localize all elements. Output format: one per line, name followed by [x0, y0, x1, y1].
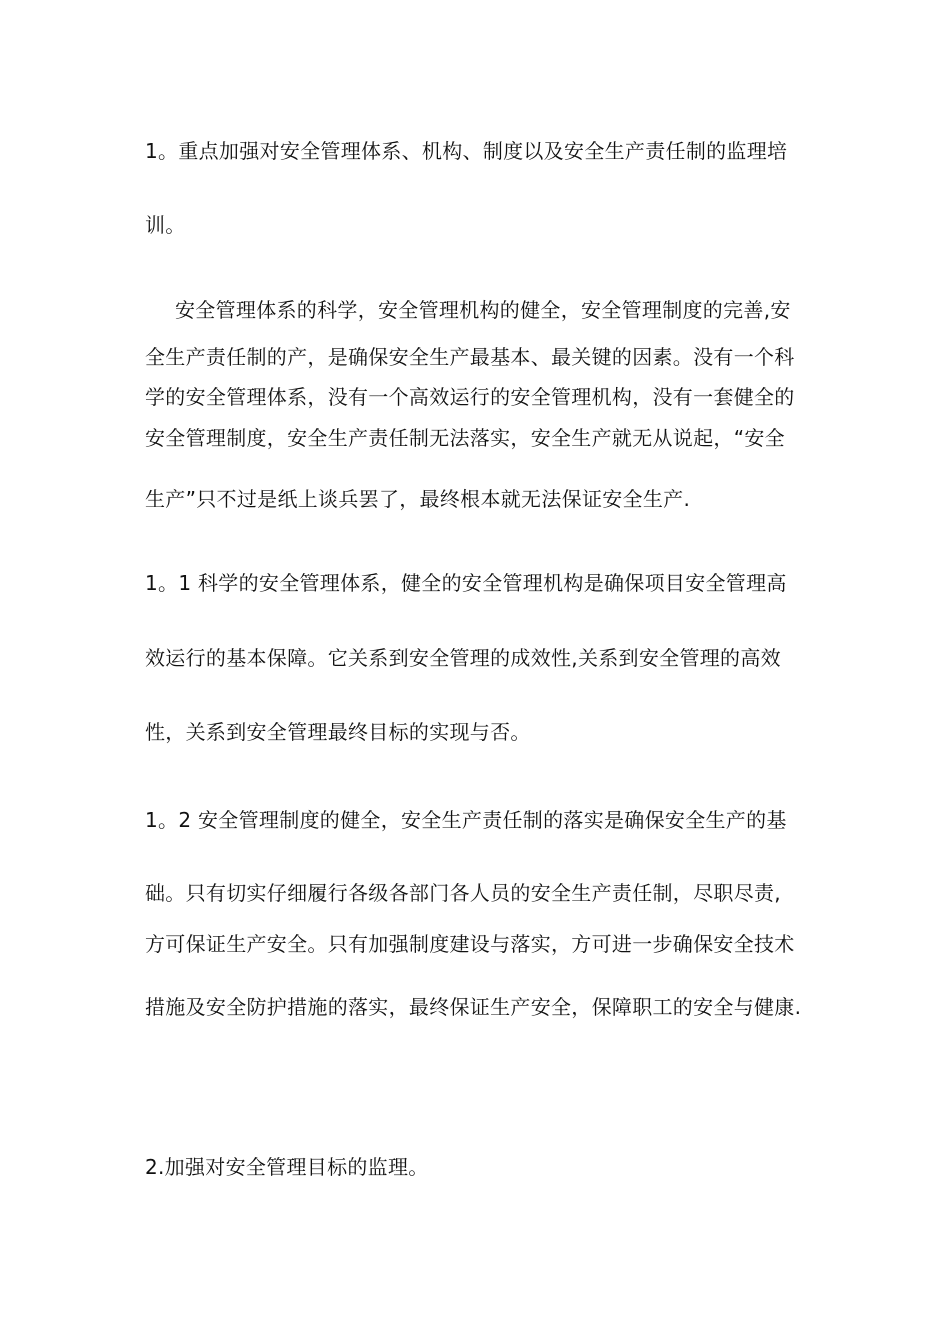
section-1-heading-line-2: 训。	[145, 213, 186, 237]
paragraph-1-line-1: 安全管理体系的科学，安全管理机构的健全，安全管理制度的完善,安	[175, 298, 791, 322]
paragraph-1-line-4: 安全管理制度，安全生产责任制无法落实，安全生产就无从说起，“安全	[145, 426, 785, 450]
section-1-1-line-2: 效运行的基本保障。它关系到安全管理的成效性,关系到安全管理的高效	[145, 646, 781, 670]
paragraph-1-line-3: 学的安全管理体系，没有一个高效运行的安全管理机构，没有一套健全的	[145, 385, 795, 409]
paragraph-1-line-2: 全生产责任制的产，是确保安全生产最基本、最关键的因素。没有一个科	[145, 345, 795, 369]
section-1-1-line-1: 1。1 科学的安全管理体系，健全的安全管理机构是确保项目安全管理高	[145, 571, 787, 595]
section-1-heading-line-1: 1。重点加强对安全管理体系、机构、制度以及安全生产责任制的监理培	[145, 139, 788, 163]
section-2-heading: 2.加强对安全管理目标的监理。	[145, 1155, 429, 1179]
section-1-1-line-3: 性，关系到安全管理最终目标的实现与否。	[145, 720, 531, 744]
section-1-2-line-1: 1。2 安全管理制度的健全，安全生产责任制的落实是确保安全生产的基	[145, 808, 787, 832]
paragraph-1-line-5: 生产”只不过是纸上谈兵罢了，最终根本就无法保证安全生产.	[145, 487, 691, 511]
section-1-2-line-3: 方可保证生产安全。只有加强制度建设与落实，方可进一步确保安全技术	[145, 932, 795, 956]
section-1-2-line-2: 础。只有切实仔细履行各级各部门各人员的安全生产责任制，尽职尽责,	[145, 881, 781, 905]
section-1-2-line-4: 措施及安全防护措施的落实，最终保证生产安全，保障职工的安全与健康.	[145, 995, 802, 1019]
